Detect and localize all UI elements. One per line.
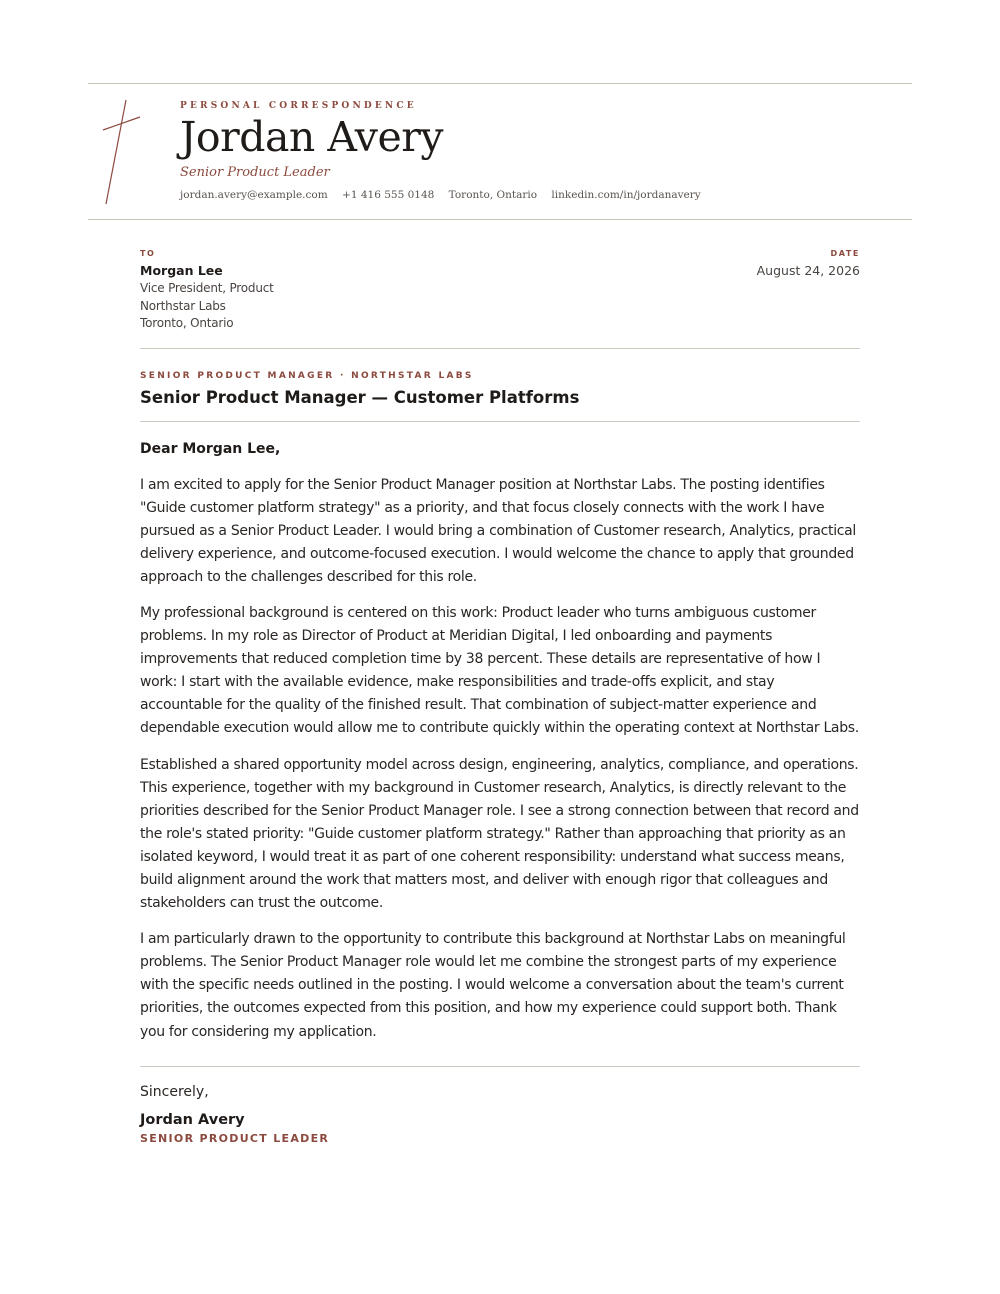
signature-name: Jordan Avery <box>140 1111 245 1128</box>
recipient-location: Toronto, Ontario <box>140 316 234 330</box>
contact-phone: +1 416 555 0148 <box>342 189 435 201</box>
divider <box>140 421 860 422</box>
contact-linkedin[interactable]: linkedin.com/in/jordanavery <box>551 189 701 201</box>
letter-body <box>140 248 860 1147</box>
paragraph-4: I am particularly drawn to the opportunity to contribute this background at Northstar Labs on meaningful problems. The Senior Product Manager role would let me combine the strongest parts of my experience with the specific needs outlined in the posting. I would welcome a conversation about the team's current priorities, the outcomes expected from this position, and how my experience could support both. Thank you for considering my application. <box>140 931 846 1040</box>
contact-location: Toronto, Ontario <box>448 189 538 201</box>
paragraph-3: Established a shared opportunity model across design, engineering, analytics, compliance, and operations. This experience, together with my background in Customer research, Analytics, is directly relevant to the priorities described for the Senior Product Manager role. I see a strong connection between that record and the role's stated priority: "Guide customer platform strategy." Rather than approaching that priority as an isolated keyword, I would treat it as part of one coherent responsibility: understand what success means, build alignment around the work that matters most, and deliver with enough rigor that colleagues and stakeholders can trust the outcome. <box>140 756 859 912</box>
recipient-company: Northstar Labs <box>140 298 226 313</box>
recipient-block <box>140 248 274 333</box>
recipient-label: TO <box>140 249 156 258</box>
divider <box>140 1066 860 1067</box>
subject-title: Senior Product Manager — Customer Platforms <box>140 387 580 407</box>
header-top-rule <box>88 83 912 84</box>
paragraph-1: I am excited to apply for the Senior Product Manager position at Northstar Labs. The posting identifies "Guide customer platform strategy" as a priority, and that focus closely connects with the work I have pursued as a Senior Product Leader. I would bring a combination of Customer research, Analytics, practical delivery experience, and outcome-focused execution. I would welcome the chance to apply that grounded approach to the challenges described for this role. <box>140 476 856 585</box>
contact-line <box>180 188 880 202</box>
divider <box>140 348 860 349</box>
closing: Sincerely, <box>140 1083 209 1100</box>
signature-title: SENIOR PRODUCT LEADER <box>140 1131 330 1145</box>
letterhead-eyebrow: PERSONAL CORRESPONDENCE <box>180 101 417 111</box>
paragraph-2: My professional background is centered on this work: Product leader who turns ambiguous customer problems. In my role as Director of Product at Meridian Digital, I led onboarding and payments improvements that reduced completion time by 38 percent. These details are representative of how I work: I start with the available evidence, make responsibilities and trade-offs explicit, and stay accountable for the quality of the finished result. That combination of subject-matter experience and dependable execution would allow me to contribute quickly within the operating context at Northstar Labs. <box>140 604 859 737</box>
letterhead <box>180 100 880 202</box>
recipient-name: Morgan Lee <box>140 263 223 278</box>
letter-date: August 24, 2026 <box>756 263 860 278</box>
subject-eyebrow: SENIOR PRODUCT MANAGER · NORTHSTAR LABS <box>140 370 474 381</box>
date-block <box>757 248 860 333</box>
address-block <box>140 248 860 333</box>
monogram-mark-icon <box>100 98 144 206</box>
contact-email[interactable]: jordan.avery@example.com <box>180 189 328 201</box>
recipient-title: Vice President, Product <box>140 281 274 295</box>
sender-role: Senior Product Leader <box>180 165 330 180</box>
date-label: DATE <box>830 249 860 258</box>
header-bottom-rule <box>88 219 912 220</box>
greeting: Dear Morgan Lee, <box>140 440 281 457</box>
sender-name: Jordan Avery <box>180 113 443 161</box>
